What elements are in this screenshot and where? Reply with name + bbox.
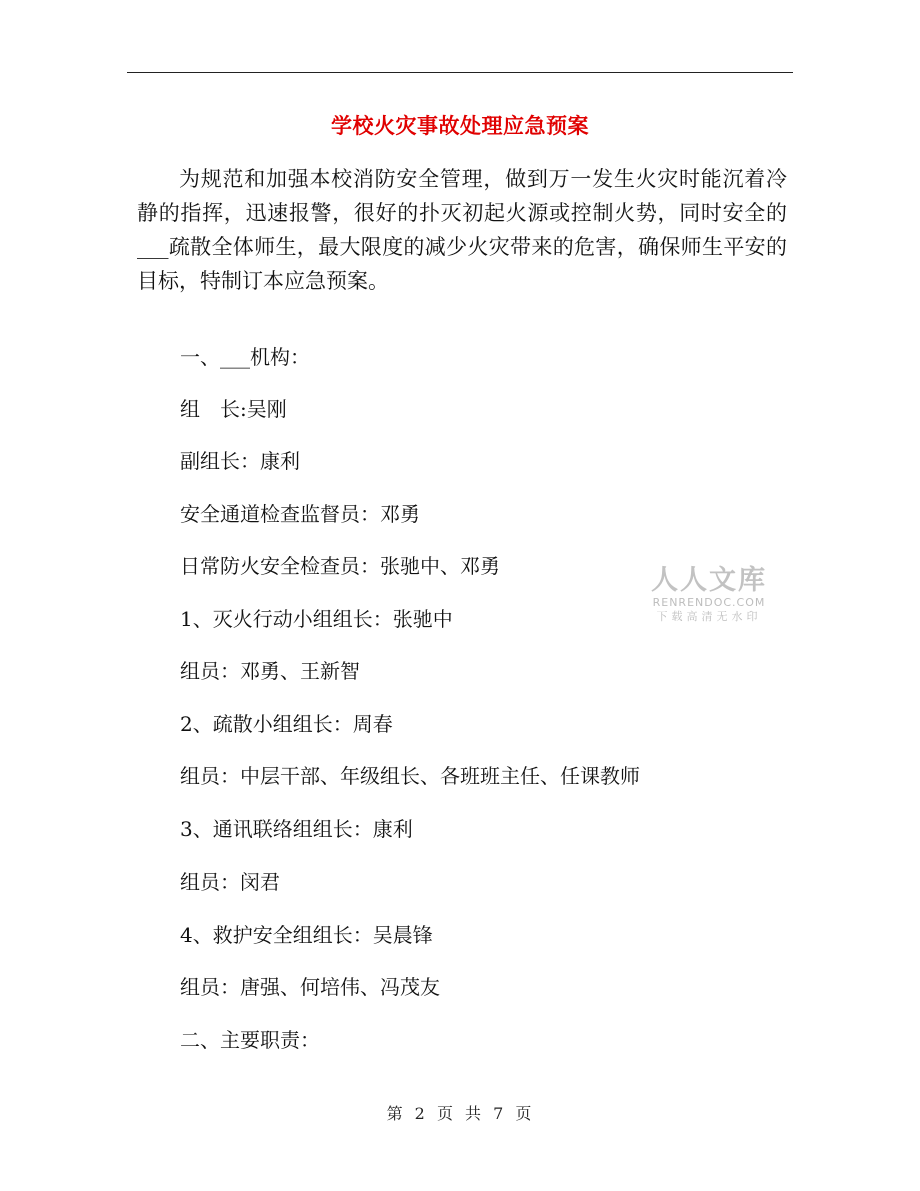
list-item-firefighting-group: 1、灭火行动小组组长：张驰中 <box>180 607 453 631</box>
list-item-passage-inspector: 安全通道检查监督员：邓勇 <box>180 502 420 526</box>
list-item-leader: 组 长:吴刚 <box>180 397 287 421</box>
header-rule <box>127 72 793 73</box>
document-title: 学校火灾事故处理应急预案 <box>331 113 589 138</box>
list-item-evacuation-members: 组员：中层干部、年级组长、各班班主任、任课教师 <box>180 764 640 788</box>
list-item-deputy-leader: 副组长：康利 <box>180 449 300 473</box>
watermark-tagline: 下载高清无水印 <box>656 610 762 623</box>
list-item-communication-members: 组员：闵君 <box>180 870 280 894</box>
list-item-rescue-members: 组员：唐强、何培伟、冯茂友 <box>180 975 440 999</box>
watermark-name: 人人文库 <box>651 565 767 596</box>
section-heading-organization: 一、___机构： <box>180 345 310 369</box>
list-item-daily-inspector: 日常防火安全检查员：张驰中、邓勇 <box>180 554 500 578</box>
intro-paragraph: 为规范和加强本校消防安全管理，做到万一发生火灾时能沉着冷静的指挥，迅速报警，很好的扑灭初起火源或控制火势，同时安全的___疏散全体师生，最大限度的减少火灾带来的危害，确保师生平安的目标，特制订本应急预案。 <box>137 167 787 293</box>
watermark-domain: RENRENDOC.COM <box>652 596 766 609</box>
list-item-communication-group: 3、通讯联络组组长：康利 <box>180 817 413 841</box>
list-item-rescue-group: 4、救护安全组组长：吴晨锋 <box>180 923 433 947</box>
list-item-evacuation-group: 2、疏散小组组长：周春 <box>180 712 393 736</box>
section-heading-duties: 二、主要职责： <box>180 1028 320 1052</box>
page-number: 第 2 页 共 7 页 <box>386 1104 534 1123</box>
watermark-logo <box>647 566 771 624</box>
list-item-firefighting-members: 组员：邓勇、王新智 <box>180 659 360 683</box>
